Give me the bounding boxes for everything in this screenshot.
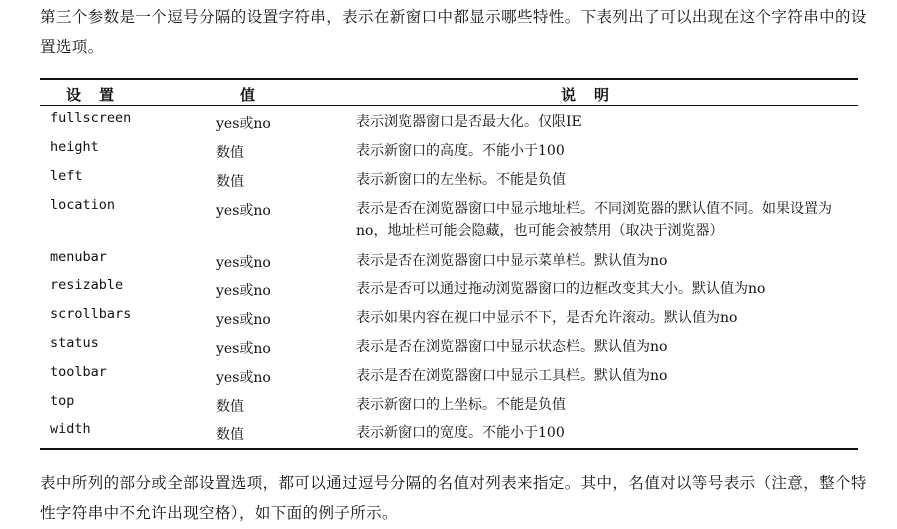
setting-description: 表示是否在浏览器窗口中显示地址栏。不同浏览器的默认值不同。如果设置为no，地址栏可能会隐藏，也可能会被禁用（取决于浏览器） — [356, 201, 832, 239]
setting-name: status — [50, 335, 99, 351]
setting-name: toolbar — [50, 364, 107, 380]
setting-name: left — [50, 168, 83, 184]
table-row — [0, 364, 897, 388]
setting-value: 数值 — [216, 145, 244, 161]
setting-name: menubar — [50, 249, 107, 265]
setting-value: yes或no — [216, 283, 271, 299]
setting-name: height — [50, 139, 99, 155]
table-row — [0, 335, 897, 359]
table-row — [0, 393, 897, 417]
table-row — [0, 249, 897, 273]
table-row — [0, 421, 897, 445]
setting-description: 表示新窗口的左坐标。不能是负值 — [356, 172, 566, 188]
table-row — [0, 197, 897, 245]
setting-value: 数值 — [216, 427, 244, 443]
outro-paragraph: 表中所列的部分或全部设置选项，都可以通过逗号分隔的名值对列表来指定。其中，名值对以等号表示（注意，整个特性字符串中不允许出现空格），如下面的例子所示。 — [40, 474, 867, 522]
setting-description: 表示是否在浏览器窗口中显示工具栏。默认值为no — [356, 368, 668, 384]
setting-description: 表示新窗口的宽度。不能小于100 — [356, 425, 565, 441]
setting-value: yes或no — [216, 203, 271, 219]
header-description: 说明 — [561, 86, 628, 104]
setting-name: fullscreen — [50, 110, 132, 126]
table-header-rule — [40, 105, 858, 106]
table-row — [0, 139, 897, 163]
table-top-rule — [40, 78, 858, 80]
table-row — [0, 306, 897, 330]
table-row — [0, 110, 897, 134]
header-setting: 设置 — [66, 86, 133, 104]
setting-description: 表示新窗口的上坐标。不能是负值 — [356, 397, 566, 413]
setting-value: 数值 — [216, 399, 244, 415]
setting-description: 表示是否可以通过拖动浏览器窗口的边框改变其大小。默认值为no — [356, 281, 766, 297]
header-value: 值 — [240, 86, 256, 104]
setting-name: location — [50, 197, 116, 213]
setting-description: 表示是否在浏览器窗口中显示状态栏。默认值为no — [356, 339, 668, 355]
setting-name: scrollbars — [50, 306, 132, 322]
setting-description: 表示是否在浏览器窗口中显示菜单栏。默认值为no — [356, 253, 668, 269]
setting-value: yes或no — [216, 116, 271, 132]
setting-value: yes或no — [216, 370, 271, 386]
setting-value: 数值 — [216, 174, 244, 190]
setting-description: 表示浏览器窗口是否最大化。仅限IE — [356, 114, 582, 130]
setting-name: top — [50, 393, 75, 409]
intro-paragraph: 第三个参数是一个逗号分隔的设置字符串，表示在新窗口中都显示哪些特性。下表列出了可以出现在这个字符串中的设置选项。 — [40, 8, 867, 56]
setting-description: 表示新窗口的高度。不能小于100 — [356, 143, 565, 159]
setting-value: yes或no — [216, 341, 271, 357]
table-bottom-rule — [40, 448, 858, 450]
setting-description: 表示如果内容在视口中显示不下，是否允许滚动。默认值为no — [356, 310, 738, 326]
setting-value: yes或no — [216, 255, 271, 271]
table-row — [0, 168, 897, 192]
setting-value: yes或no — [216, 312, 271, 328]
setting-name: width — [50, 421, 91, 437]
table-row — [0, 277, 897, 301]
setting-name: resizable — [50, 277, 124, 293]
